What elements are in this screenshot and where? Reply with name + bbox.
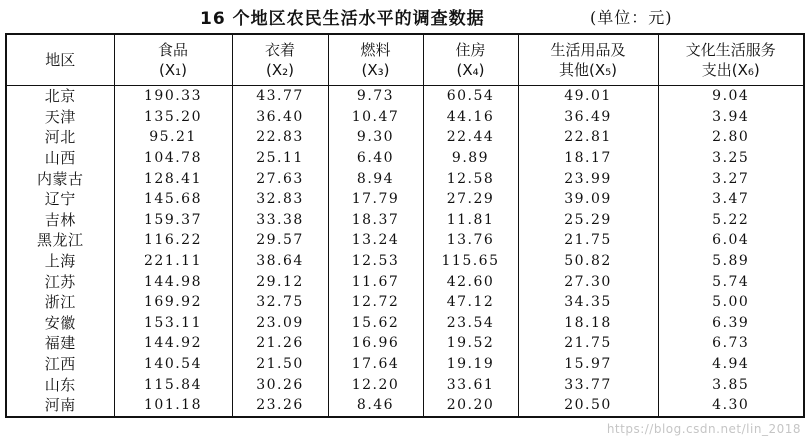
value-cell: 153.11: [114, 313, 232, 334]
column-header-3: [232, 34, 328, 86]
value-cell: 13.24: [328, 230, 423, 251]
value-cell: 221.11: [114, 251, 232, 272]
value-cell: 25.11: [232, 148, 328, 169]
table-row: [6, 230, 804, 251]
value-cell: 23.99: [518, 168, 658, 189]
value-cell: 50.82: [518, 251, 658, 272]
column-header-1: [6, 34, 114, 86]
column-header-label: 住房: [455, 41, 486, 59]
table-row: [6, 189, 804, 210]
value-cell: 27.29: [423, 189, 518, 210]
table-row: [6, 292, 804, 313]
value-cell: 16.96: [328, 333, 423, 354]
column-header-sublabel: (X₄): [456, 61, 485, 79]
value-cell: 9.04: [658, 86, 804, 107]
value-cell: 32.83: [232, 189, 328, 210]
value-cell: 15.62: [328, 313, 423, 334]
value-cell: 21.50: [232, 354, 328, 375]
region-cell: 江苏: [6, 271, 114, 292]
table-row: [6, 148, 804, 169]
value-cell: 22.83: [232, 127, 328, 148]
value-cell: 22.81: [518, 127, 658, 148]
value-cell: 21.75: [518, 230, 658, 251]
unit-label: (单位：元): [590, 8, 673, 27]
value-cell: 159.37: [114, 210, 232, 231]
region-cell: 辽宁: [6, 189, 114, 210]
header-row: [6, 34, 804, 86]
watermark: https://blog.csdn.net/lin_2018: [606, 422, 801, 436]
value-cell: 169.92: [114, 292, 232, 313]
region-cell: 河北: [6, 127, 114, 148]
value-cell: 135.20: [114, 107, 232, 128]
value-cell: 6.39: [658, 313, 804, 334]
value-cell: 42.60: [423, 271, 518, 292]
region-cell: 内蒙古: [6, 168, 114, 189]
value-cell: 11.67: [328, 271, 423, 292]
region-cell: 吉林: [6, 210, 114, 231]
column-header-sublabel: (X₂): [266, 61, 294, 79]
title-row: [0, 4, 809, 30]
column-header-label: 衣着: [264, 41, 295, 59]
column-header-sublabel: (X₁): [159, 61, 187, 79]
column-header-sublabel: 其他(X₅): [559, 61, 617, 79]
value-cell: 33.61: [423, 374, 518, 395]
value-cell: 27.63: [232, 168, 328, 189]
value-cell: 36.40: [232, 107, 328, 128]
value-cell: 20.50: [518, 395, 658, 417]
value-cell: 6.40: [328, 148, 423, 169]
value-cell: 43.77: [232, 86, 328, 107]
value-cell: 12.53: [328, 251, 423, 272]
value-cell: 49.01: [518, 86, 658, 107]
region-cell: 北京: [6, 86, 114, 107]
region-cell: 河南: [6, 395, 114, 417]
value-cell: 20.20: [423, 395, 518, 417]
value-cell: 39.09: [518, 189, 658, 210]
value-cell: 23.26: [232, 395, 328, 417]
value-cell: 12.72: [328, 292, 423, 313]
region-cell: 浙江: [6, 292, 114, 313]
value-cell: 33.38: [232, 210, 328, 231]
value-cell: 128.41: [114, 168, 232, 189]
column-header-label: 燃料: [360, 41, 391, 59]
value-cell: 29.57: [232, 230, 328, 251]
value-cell: 33.77: [518, 374, 658, 395]
value-cell: 3.25: [658, 148, 804, 169]
value-cell: 144.92: [114, 333, 232, 354]
column-header-label: 生活用品及: [550, 41, 626, 59]
column-header-5: [423, 34, 518, 86]
value-cell: 18.18: [518, 313, 658, 334]
table-row: [6, 127, 804, 148]
value-cell: 10.47: [328, 107, 423, 128]
value-cell: 27.30: [518, 271, 658, 292]
table-row: [6, 168, 804, 189]
value-cell: 29.12: [232, 271, 328, 292]
table-body: [6, 86, 804, 417]
value-cell: 5.22: [658, 210, 804, 231]
value-cell: 18.37: [328, 210, 423, 231]
region-cell: 安徽: [6, 313, 114, 334]
value-cell: 25.29: [518, 210, 658, 231]
value-cell: 8.46: [328, 395, 423, 417]
value-cell: 3.27: [658, 168, 804, 189]
data-table: [5, 33, 805, 418]
table-row: [6, 395, 804, 417]
value-cell: 5.74: [658, 271, 804, 292]
value-cell: 3.47: [658, 189, 804, 210]
value-cell: 21.26: [232, 333, 328, 354]
column-header-6: [518, 34, 658, 86]
value-cell: 34.35: [518, 292, 658, 313]
value-cell: 9.89: [423, 148, 518, 169]
column-header-4: [328, 34, 423, 86]
value-cell: 5.00: [658, 292, 804, 313]
value-cell: 13.76: [423, 230, 518, 251]
table-row: [6, 86, 804, 107]
value-cell: 2.80: [658, 127, 804, 148]
value-cell: 9.73: [328, 86, 423, 107]
column-header-label: 地区: [45, 51, 76, 69]
region-cell: 山西: [6, 148, 114, 169]
column-header-sublabel: (X₃): [361, 61, 390, 79]
table-row: [6, 333, 804, 354]
value-cell: 44.16: [423, 107, 518, 128]
value-cell: 101.18: [114, 395, 232, 417]
value-cell: 12.20: [328, 374, 423, 395]
value-cell: 8.94: [328, 168, 423, 189]
value-cell: 23.54: [423, 313, 518, 334]
value-cell: 95.21: [114, 127, 232, 148]
value-cell: 22.44: [423, 127, 518, 148]
value-cell: 32.75: [232, 292, 328, 313]
table-row: [6, 313, 804, 334]
value-cell: 6.73: [658, 333, 804, 354]
value-cell: 190.33: [114, 86, 232, 107]
table-row: [6, 354, 804, 375]
region-cell: 福建: [6, 333, 114, 354]
value-cell: 21.75: [518, 333, 658, 354]
value-cell: 30.26: [232, 374, 328, 395]
column-header-7: [658, 34, 804, 86]
region-cell: 山东: [6, 374, 114, 395]
table-row: [6, 210, 804, 231]
value-cell: 11.81: [423, 210, 518, 231]
table-header: [6, 34, 804, 86]
value-cell: 47.12: [423, 292, 518, 313]
column-header-label: 文化生活服务: [685, 41, 776, 59]
column-header-sublabel: 支出(X₆): [701, 61, 760, 79]
region-cell: 天津: [6, 107, 114, 128]
table-row: [6, 271, 804, 292]
value-cell: 18.17: [518, 148, 658, 169]
value-cell: 19.19: [423, 354, 518, 375]
value-cell: 17.79: [328, 189, 423, 210]
value-cell: 145.68: [114, 189, 232, 210]
value-cell: 115.84: [114, 374, 232, 395]
value-cell: 4.30: [658, 395, 804, 417]
table-title: 16 个地区农民生活水平的调查数据: [200, 9, 485, 29]
value-cell: 19.52: [423, 333, 518, 354]
value-cell: 140.54: [114, 354, 232, 375]
column-header-2: [114, 34, 232, 86]
table-row: [6, 251, 804, 272]
region-cell: 黑龙江: [6, 230, 114, 251]
value-cell: 36.49: [518, 107, 658, 128]
value-cell: 5.89: [658, 251, 804, 272]
table-row: [6, 107, 804, 128]
region-cell: 江西: [6, 354, 114, 375]
value-cell: 17.64: [328, 354, 423, 375]
value-cell: 115.65: [423, 251, 518, 272]
value-cell: 60.54: [423, 86, 518, 107]
value-cell: 144.98: [114, 271, 232, 292]
column-header-label: 食品: [157, 41, 188, 59]
value-cell: 116.22: [114, 230, 232, 251]
value-cell: 4.94: [658, 354, 804, 375]
value-cell: 104.78: [114, 148, 232, 169]
value-cell: 3.94: [658, 107, 804, 128]
value-cell: 6.04: [658, 230, 804, 251]
value-cell: 23.09: [232, 313, 328, 334]
region-cell: 上海: [6, 251, 114, 272]
value-cell: 15.97: [518, 354, 658, 375]
value-cell: 12.58: [423, 168, 518, 189]
value-cell: 3.85: [658, 374, 804, 395]
table-row: [6, 374, 804, 395]
value-cell: 9.30: [328, 127, 423, 148]
value-cell: 38.64: [232, 251, 328, 272]
